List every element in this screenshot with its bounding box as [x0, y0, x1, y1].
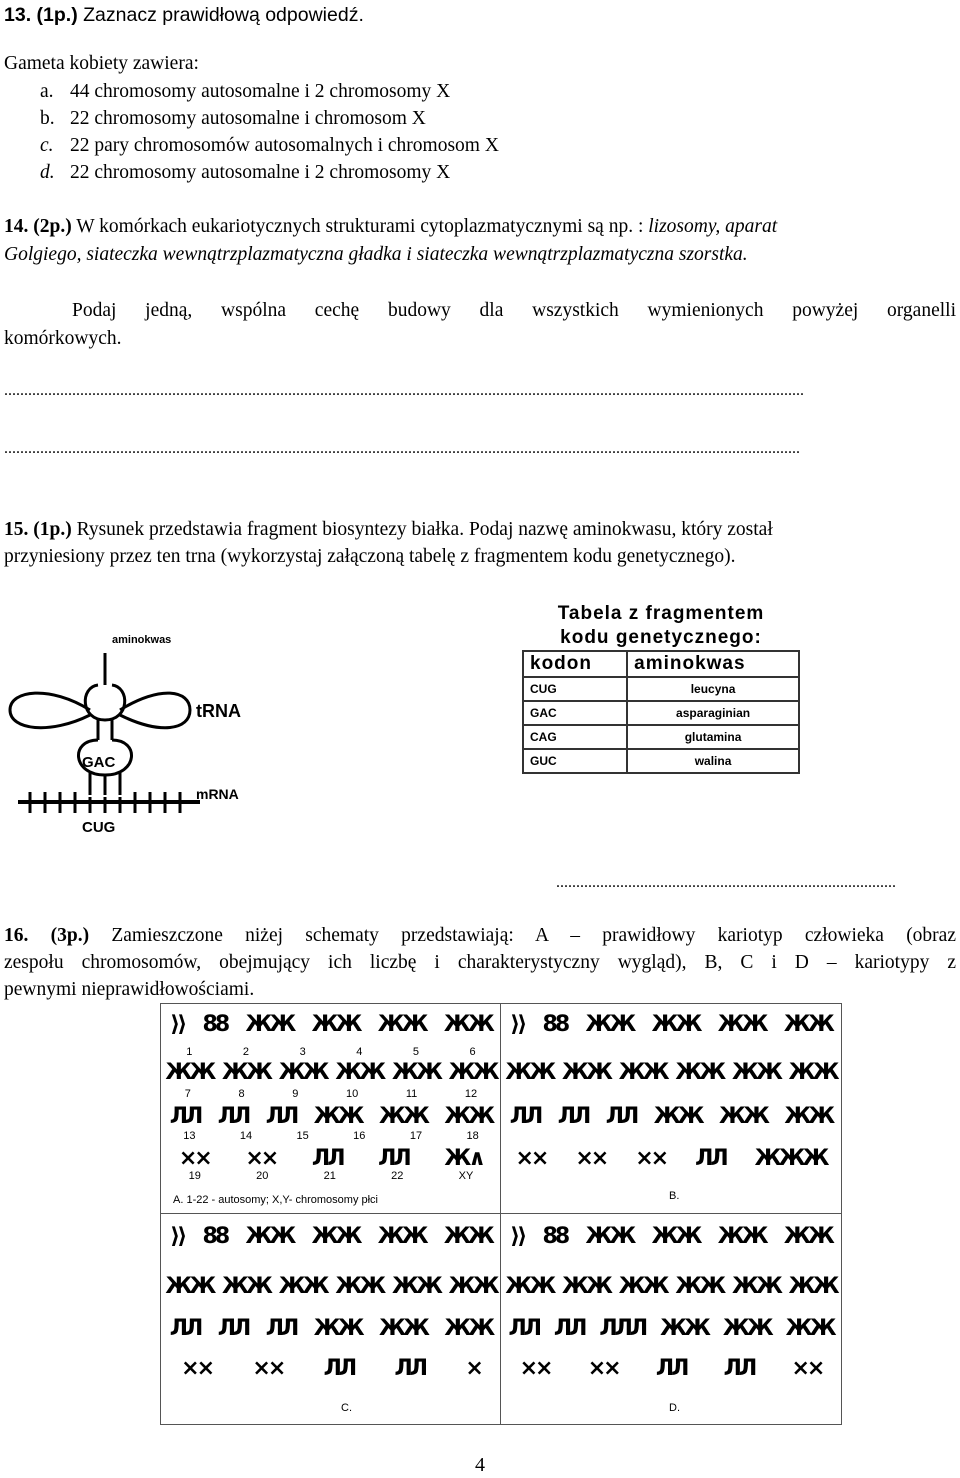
q13-points: (1p.): [36, 4, 78, 26]
q13-heading: [4, 2, 364, 29]
label-aminokwas: aminokwas: [112, 634, 172, 646]
table-row: CUG leucyna: [523, 677, 799, 701]
q15-line2: przyniesiony przez ten trna (wykorzystaj załączoną tabelę z fragmentem kodu genetycznego).: [4, 546, 736, 567]
table-row: GUC walina: [523, 749, 799, 773]
q14-answer-line1[interactable]: ........................................................................................................................................................................................................: [4, 382, 804, 399]
q14-line2: Golgiego, siateczka wewnątrzplazmatyczna gładka i siateczka wewnątrzplazmatyczna szorstka.: [4, 244, 748, 265]
table-title: Tabela z fragmentem kodu genetycznego:: [557, 603, 765, 648]
q14-answer-line2[interactable]: .......................................................................................................................................................................................................: [4, 440, 800, 457]
q14-task-line2: komórkowych.: [4, 328, 122, 349]
q14-task-line1: Podaj jedną, wspólna cechę budowy dla wszystkich wymienionych powyżej organelli: [72, 300, 956, 321]
q16-number: 16. (3p.): [4, 925, 90, 946]
label-trna: tRNA: [196, 701, 241, 721]
caption-b: B.: [669, 1190, 680, 1202]
karyotype-c: ⟩⟩ 88 ЖЖ ЖЖ ЖЖ ЖЖ ЖЖ ЖЖ ЖЖ ЖЖ ЖЖ ЖЖ ЛЛ ЛЛ ЛЛ ЖЖ ЖЖ ЖЖ ×× ×× ЛЛ ЛЛ × C.: [160, 1213, 502, 1425]
q14-number: 14. (2p.): [4, 216, 72, 237]
karyotype-d: ⟩⟩ 88 ЖЖ ЖЖ ЖЖ ЖЖ ЖЖ ЖЖ ЖЖ ЖЖ ЖЖ ЖЖ ЛЛ ЛЛ ЛЛЛ ЖЖ ЖЖ ЖЖ ×× ×× ЛЛ ЛЛ ×× D.: [500, 1213, 842, 1425]
karyotype-a: ⟩⟩ 88 ЖЖ ЖЖ ЖЖ ЖЖ 1 2 3 4 5 6 ЖЖ ЖЖ ЖЖ ЖЖ ЖЖ ЖЖ 7 8 9 10 11 12 ЛЛ ЛЛ ЛЛ ЖЖ ЖЖ ЖЖ 13 14 15 16 17 18 ×× ×× ЛЛ ЛЛ Ж∧ 19 20 21 22 XY A. 1-22 - autosomy; X,Y- chromosomy płci: [160, 1003, 502, 1215]
karyotype-b: ⟩⟩ 88 ЖЖ ЖЖ ЖЖ ЖЖ ЖЖ ЖЖ ЖЖ ЖЖ ЖЖ ЖЖ ЛЛ ЛЛ ЛЛ ЖЖ ЖЖ ЖЖ ×× ×× ×× ЛЛ ЖЖЖ B.: [500, 1003, 842, 1215]
table-row: CAG glutamina: [523, 725, 799, 749]
table-header-kodon: kodon: [523, 651, 627, 677]
trna-right-loop: [120, 693, 190, 728]
q13-option-a: a. 44 chromosomy autosomalne i 2 chromosomy X: [40, 81, 451, 102]
q14-line1: 14. (2p.) W komórkach eukariotycznych strukturami cytoplazmatycznymi są np. : lizosomy, aparat: [4, 216, 778, 237]
trna-left-loop: [10, 693, 90, 728]
label-mrna: mRNA: [196, 786, 239, 802]
q13-instruction: Zaznacz prawidłową odpowiedź.: [83, 4, 364, 26]
q16-line2: zespołu chromosomów, obejmujący ich liczbę i charakterystyczny wygląd), B, C i D – kariotypy z: [4, 952, 956, 973]
q13-number: 13.: [4, 4, 32, 26]
caption-c: C.: [341, 1402, 352, 1414]
label-codon: CUG: [82, 819, 116, 836]
q13-option-b: b. 22 chromosomy autosomalne i chromosom X: [40, 108, 426, 129]
caption-a: A. 1-22 - autosomy; X,Y- chromosomy płci: [173, 1194, 379, 1206]
q16-line1: 16. (3p.) Zamieszczone niżej schematy przedstawiają: A – prawidłowy kariotyp człowieka (obraz: [4, 925, 956, 946]
table-row: GAC asparaginian: [523, 701, 799, 725]
q13-option-c: c. 22 pary chromosomów autosomalnych i chromosom X: [40, 135, 499, 156]
trna-figure: [10, 625, 280, 840]
genetic-code-table: [522, 602, 800, 774]
q15-number: 15. (1p.): [4, 519, 72, 540]
label-anticodon: GAC: [82, 754, 116, 771]
q13-stem: Gameta kobiety zawiera:: [4, 53, 199, 74]
caption-d: D.: [669, 1402, 680, 1414]
q15-answer-line[interactable]: .....................................................................................: [556, 874, 896, 891]
q13-option-d: d. 22 chromosomy autosomalne i 2 chromosomy X: [40, 162, 451, 183]
page-number: 4: [475, 1454, 485, 1476]
table-header-aminokwas: aminokwas: [627, 651, 799, 677]
q15-line1: 15. (1p.) Rysunek przedstawia fragment biosyntezy białka. Podaj nazwę aminokwasu, który został: [4, 519, 773, 540]
q16-line3: pewnymi nieprawidłowościami.: [4, 979, 255, 1000]
